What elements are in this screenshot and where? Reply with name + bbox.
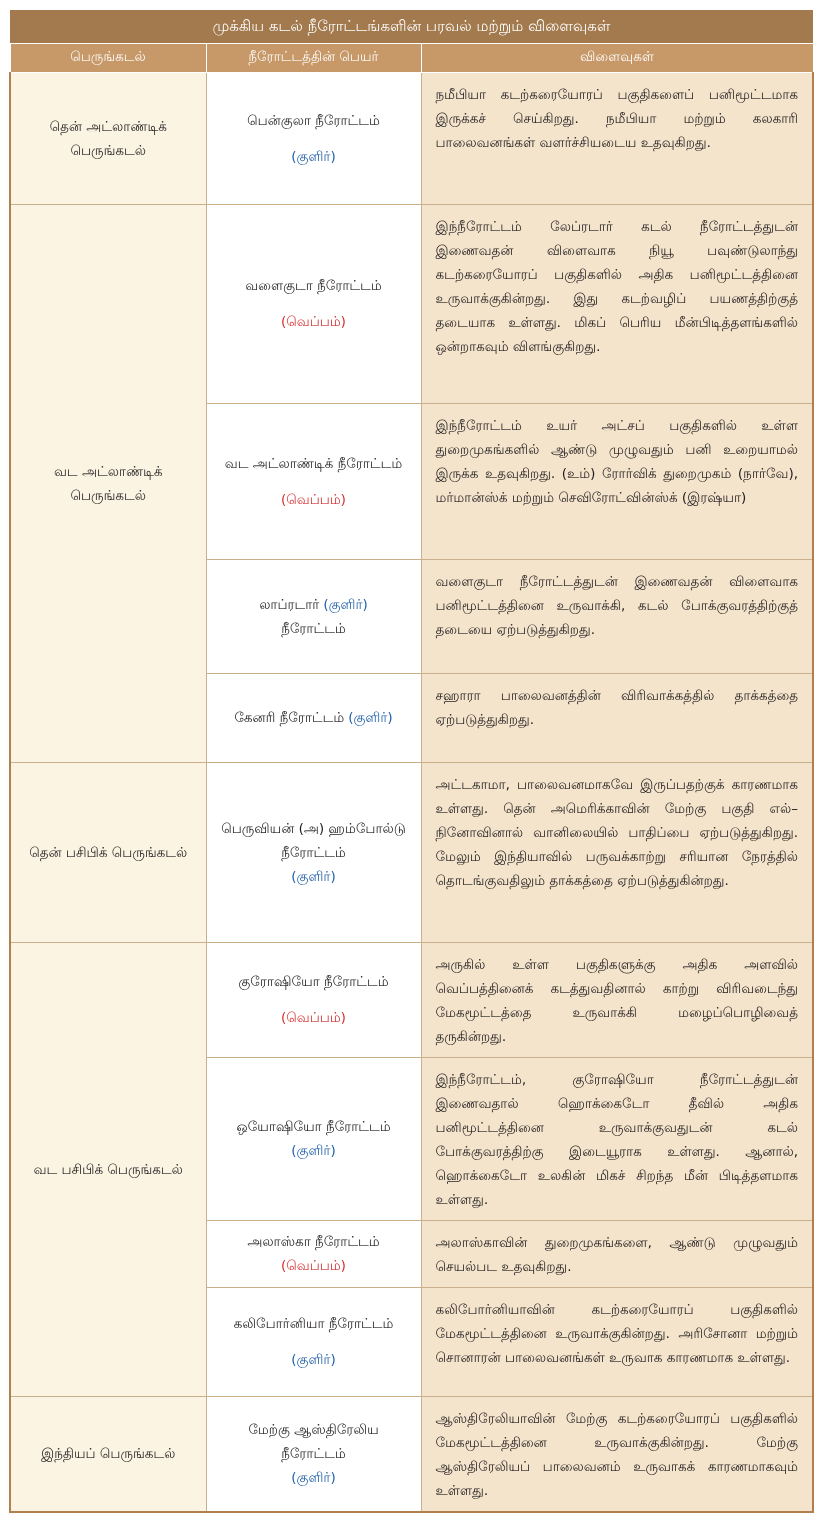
warm-tag: (வெப்பம்) <box>281 1010 346 1026</box>
current-name: பென்குலா நீரோட்டம் <box>247 112 380 129</box>
table-row <box>10 763 813 943</box>
current-cell <box>206 763 421 943</box>
ocean-cell: வட அட்லாண்டிக் பெருங்கடல் <box>10 205 206 763</box>
ocean-cell: தென் அட்லாண்டிக் பெருங்கடல் <box>10 73 206 205</box>
table-row <box>10 943 813 1058</box>
ocean-cell: வட பசிபிக் பெருங்கடல் <box>10 943 206 1397</box>
current-cell <box>206 1058 421 1221</box>
warm-tag: (வெப்பம்) <box>281 491 346 508</box>
table-row <box>10 205 813 404</box>
effect-cell: அட்டகாமா, பாலைவனமாகவே இருப்பதற்குக் காரணமாக உள்ளது. தென் அமெரிக்காவின் மேற்கு பகுதி எல்–நினோவினால் வானிலையில் பாதிப்பை ஏற்படுத்துகிறது. மேலும் இந்தியாவில் பருவக்காற்று சரியான நேரத்தில் தொடங்குவதிலும் தாக்கத்தை ஏற்படுத்துகின்றது. <box>421 763 813 943</box>
current-name: வளைகுடா நீரோட்டம் <box>245 278 382 294</box>
current-cell <box>206 1288 421 1397</box>
current-cell <box>206 205 421 404</box>
current-name: மேற்கு ஆஸ்திரேலிய நீரோட்டம் <box>248 1422 379 1462</box>
current-cell <box>206 1221 421 1288</box>
current-name-part: லாப்ரடார் <box>259 596 320 613</box>
cold-tag: (குளிர்) <box>291 1470 336 1486</box>
current-name: அலாஸ்கா நீரோட்டம் <box>247 1234 380 1250</box>
effect-cell: இந்நீரோட்டம் உயர் அட்சப் பகுதிகளில் உள்ள துறைமுகங்களில் ஆண்டு முழுவதும் பனி உறையாமல் இருக்க உதவுகிறது. (உம்) ரோர்விக் துறைமுகம் (நார்வே), மர்மான்ஸ்க் மற்றும் செவிரோட்வின்ஸ்க் (இரஷ்யா) <box>421 404 813 560</box>
effect-cell: ஆஸ்திரேலியாவின் மேற்கு கடற்கரையோரப் பகுதிகளில் மேகமூட்டத்தினை உருவாக்குகின்றது. மேற்கு ஆஸ்திரேலியப் பாலைவனம் உருவாகக் காரணமாகவும் உள்ளது. <box>421 1397 813 1513</box>
cold-tag: (குளிர்) <box>323 596 368 613</box>
current-name: கேனரி நீரோட்டம் <box>234 710 345 726</box>
current-name: குரோஷியோ நீரோட்டம் <box>238 974 389 990</box>
ocean-cell: தென் பசிபிக் பெருங்கடல் <box>10 763 206 943</box>
current-cell <box>206 560 421 674</box>
table-row <box>10 73 813 205</box>
cold-tag: (குளிர்) <box>291 1143 336 1159</box>
header-current-name: நீரோட்டத்தின் பெயர் <box>206 44 421 73</box>
effect-cell: சஹாரா பாலைவனத்தின் விரிவாக்கத்தில் தாக்கத்தை ஏற்படுத்துகிறது. <box>421 674 813 763</box>
effect-cell: இந்நீரோட்டம், குரோஷியோ நீரோட்டத்துடன் இணைவதால் ஹொக்கைடோ தீவில் அதிக பனிமூட்டத்தினை உருவாக்குவதுடன் கடல் போக்குவரத்திற்கு இடையூராக உள்ளது. ஆனால், ஹொக்கைடோ உலகின் மிகச் சிறந்த மீன் பிடித்தளமாக உள்ளது. <box>421 1058 813 1221</box>
cold-tag: (குளிர்) <box>348 710 393 726</box>
warm-tag: (வெப்பம்) <box>281 314 346 330</box>
current-name: ஒயோஷியோ நீரோட்டம் <box>236 1119 391 1135</box>
current-cell <box>206 674 421 763</box>
table-title: முக்கிய கடல் நீரோட்டங்களின் பரவல் மற்றும் விளைவுகள் <box>10 10 813 44</box>
current-cell <box>206 404 421 560</box>
effect-cell: அருகில் உள்ள பகுதிகளுக்கு அதிக அளவில் வெப்பத்தினைக் கடத்துவதினால் காற்று விரிவடைந்து மேகமூட்டத்தை உருவாக்கி மழைப்பொழிவைத் தருகின்றது. <box>421 943 813 1058</box>
current-name-part: நீரோட்டம் <box>281 620 346 637</box>
header-effects: விளைவுகள் <box>421 44 813 73</box>
cold-tag: (குளிர்) <box>291 868 336 885</box>
warm-tag: (வெப்பம்) <box>281 1258 346 1274</box>
effect-cell: இந்நீரோட்டம் லேப்ரடார் கடல் நீரோட்டத்துடன் இணைவதன் விளைவாக நியூ பவுண்டுலாந்து கடற்கரையோரப் பகுதிகளில் அதிக பனிமூட்டத்தினை உருவாக்குகின்றது. இது கடற்வழிப் பயணத்திற்குத் தடையாக உள்ளது. மிகப் பெரிய மீன்பிடித்தளங்களில் ஒன்றாகவும் விளங்குகிறது. <box>421 205 813 404</box>
header-ocean: பெருங்கடல் <box>10 44 206 73</box>
current-cell <box>206 1397 421 1513</box>
effect-cell: கலிபோர்னியாவின் கடற்கரையோரப் பகுதிகளில் மேகமூட்டத்தினை உருவாக்குகின்றது. அரிசோனா மற்றும் சொனாரன் பாலைவனங்கள் உருவாக காரணமாக உள்ளது. <box>421 1288 813 1397</box>
cold-tag: (குளிர்) <box>291 1352 336 1368</box>
current-name: பெருவியன் (அ) ஹம்போல்டு நீரோட்டம் <box>221 820 406 861</box>
current-name: வட அட்லாண்டிக் நீரோட்டம் <box>224 455 403 472</box>
current-cell <box>206 73 421 205</box>
currents-table-container <box>9 10 812 1513</box>
current-cell <box>206 943 421 1058</box>
ocean-cell: இந்தியப் பெருங்கடல் <box>10 1397 206 1513</box>
current-name: கலிபோர்னியா நீரோட்டம் <box>233 1316 394 1332</box>
ocean-currents-table <box>9 10 814 1513</box>
cold-tag: (குளிர்) <box>291 148 336 165</box>
effect-cell: வளைகுடா நீரோட்டத்துடன் இணைவதன் விளைவாக பனிமூட்டத்தினை உருவாக்கி, கடல் போக்குவரத்திற்குத் தடையை ஏற்படுத்துகிறது. <box>421 560 813 674</box>
effect-cell: அலாஸ்காவின் துறைமுகங்களை, ஆண்டு முழுவதும் செயல்பட உதவுகிறது. <box>421 1221 813 1288</box>
table-row <box>10 1397 813 1513</box>
effect-cell: நமீபியா கடற்கரையோரப் பகுதிகளைப் பனிமூட்டமாக இருக்கச் செய்கிறது. நமீபியா மற்றும் கலகாரி பாலைவனங்கள் வளர்ச்சியடைய உதவுகிறது. <box>421 73 813 205</box>
